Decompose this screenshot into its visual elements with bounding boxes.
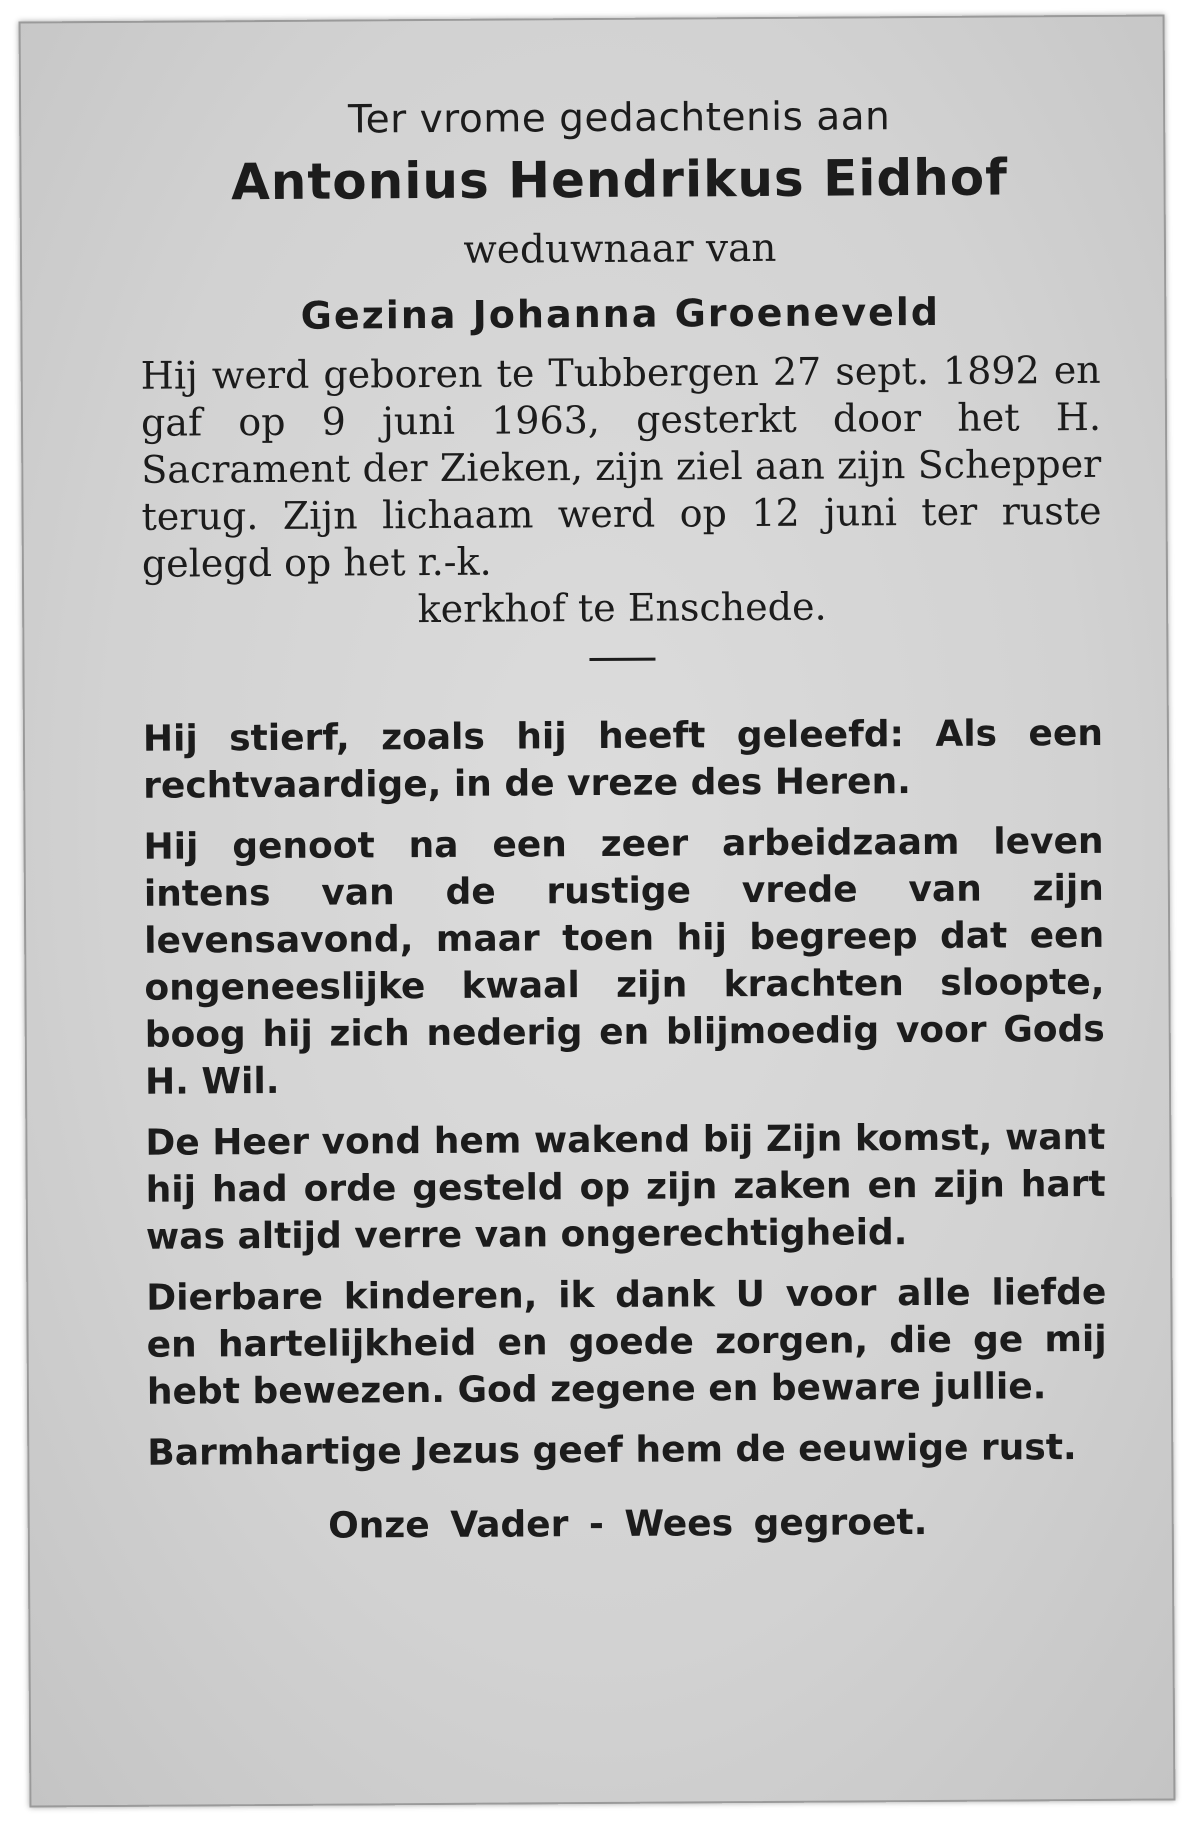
paragraph-3: De Heer vond hem wakend bij Zijn komst, want hij had orde gesteld op zijn zaken en zijn hart was altijd verre van ongerechtigheid. (145, 1116, 1106, 1258)
paragraph-5: Barmhartige Jezus geef hem de eeuwige rust. (147, 1427, 1077, 1474)
biography-last-line: kerkhof te Enschede. (417, 584, 827, 632)
spouse-name: Gezina Johanna Groeneveld (300, 289, 941, 338)
paragraph-1: Hij stierf, zoals hij heeft geleefd: Als een rechtvaardige, in de vreze des Heren. (142, 712, 1104, 807)
relation-line: weduwnaar van (463, 225, 777, 273)
closing-prayer: Onze Vader - Wees gegroet. (328, 1501, 928, 1547)
memorial-card (19, 15, 1176, 1808)
paragraph-4: Dierbare kinderen, ik dank U voor alle liefde en hartelijkheid en goede zorgen, die ge mij hebt bewezen. God zegene en beware jullie. (146, 1271, 1107, 1413)
biography-text: Hij werd geboren te Tubbergen 27 sept. 1892 en gaf op 9 juni 1963, gesterkt door het H. Sacrament der Zieken, zijn ziel aan zijn Schepper terug. Zijn lichaam werd op 12 juni ter ruste gelegd op het r.-k. (140, 347, 1102, 586)
paragraph-2: Hij genoot na een zeer arbeidzaam leven intens van de rustige vrede van zijn levensavond, maar toen hij begreep dat een ongeneeslijke kwaal zijn krachten sloopte, boog hij zich nederig en blijmoedig voor Gods H. Wil. (143, 820, 1105, 1103)
intro-line: Ter vrome gedachtenis aan (347, 94, 891, 143)
card-content (139, 93, 1108, 1548)
divider-line (589, 658, 655, 661)
deceased-name: Antonius Hendrikus Eidhof (230, 148, 1009, 212)
